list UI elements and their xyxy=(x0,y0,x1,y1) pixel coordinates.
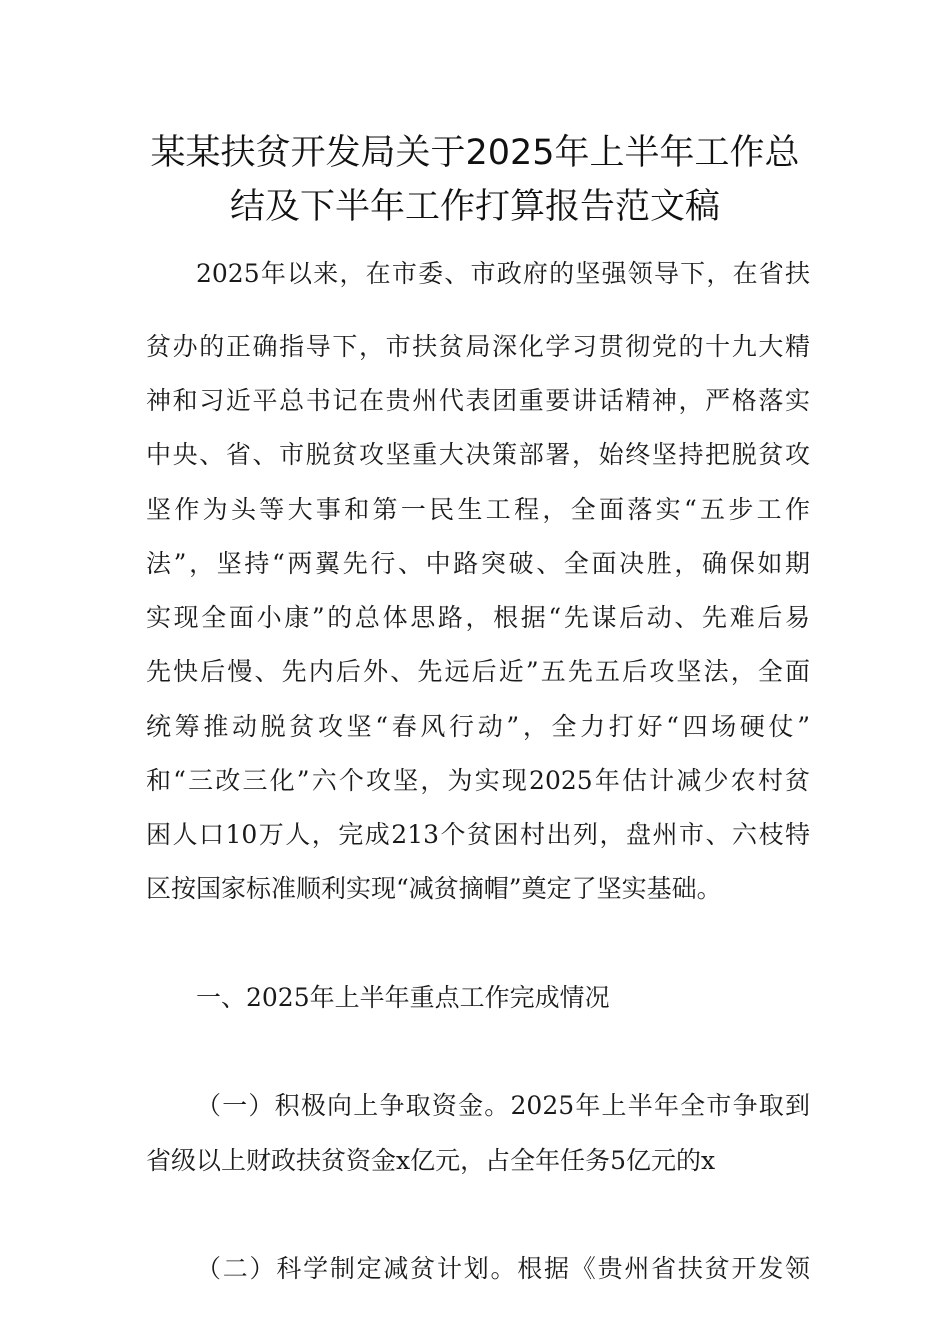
paragraph-1-line: 中央、省、市脱贫攻坚重大决策部署，始终坚持把脱贫攻 xyxy=(146,440,810,469)
paragraph-1-line: 困人口10万人，完成213个贫困村出列，盘州市、六枝特 xyxy=(146,820,810,849)
paragraph-1-line: 法”，坚持“两翼先行、中路突破、全面决胜，确保如期 xyxy=(146,549,810,578)
document-title xyxy=(140,126,810,234)
item-2-line: （二）科学制定减贫计划。根据《贵州省扶贫开发领 xyxy=(196,1254,810,1283)
section-heading: 一、2025年上半年重点工作完成情况 xyxy=(196,983,610,1012)
paragraph-1-line: 区按国家标准顺利实现“减贫摘帽”奠定了坚实基础。 xyxy=(146,874,722,903)
paragraph-1-line: 贫办的正确指导下，市扶贫局深化学习贯彻党的十九大精 xyxy=(146,332,810,361)
paragraph-1-line: 神和习近平总书记在贵州代表团重要讲话精神，严格落实 xyxy=(146,386,810,415)
paragraph-1-line: 先快后慢、先内后外、先远后近”五先五后攻坚法，全面 xyxy=(146,657,810,686)
item-1-line: （一）积极向上争取资金。2025年上半年全市争取到 xyxy=(196,1091,810,1120)
title-line: 结及下半年工作打算报告范文稿 xyxy=(229,187,720,227)
paragraph-1-line: 2025年以来，在市委、市政府的坚强领导下，在省扶 xyxy=(196,259,810,288)
paragraph-1-line: 坚作为头等大事和第一民生工程，全面落实“五步工作 xyxy=(146,495,810,524)
item-1-line: 省级以上财政扶贫资金x亿元，占全年任务5亿元的x xyxy=(146,1146,716,1175)
paragraph-1-line: 统筹推动脱贫攻坚“春风行动”，全力打好“四场硬仗” xyxy=(146,712,810,741)
title-line: 某某扶贫开发局关于2025年上半年工作总 xyxy=(150,133,800,173)
paragraph-1-line: 和“三改三化”六个攻坚，为实现2025年估计减少农村贫 xyxy=(146,766,810,795)
paragraph-1-line: 实现全面小康”的总体思路，根据“先谋后动、先难后易 xyxy=(146,603,810,632)
